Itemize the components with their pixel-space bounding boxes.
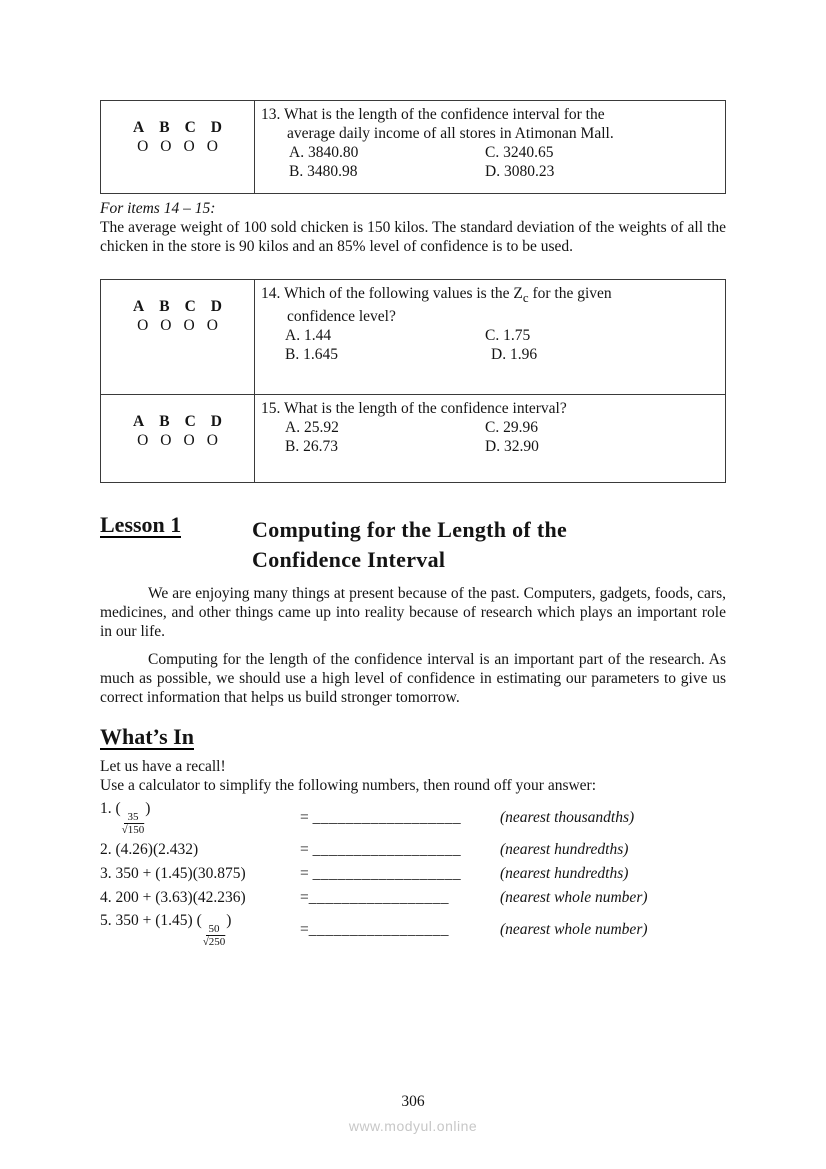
radical-icon: √ [121, 824, 128, 837]
lesson-paragraph-2: Computing for the length of the confidence interval is an important part of the research. As much as possible, we should use a high level of confidence in estimating our parameters to give us correct information that helps us build stronger tomorrow. [100, 651, 726, 707]
answer-bubbles-cell-14 [101, 280, 255, 395]
option-13-b: B. 3480.98 [289, 163, 358, 180]
question-15-options-row2 [261, 437, 719, 456]
question-14-zc-subscript: c [522, 290, 529, 306]
equals-sign: = [300, 841, 309, 859]
radicand: 250 [208, 936, 226, 949]
answer-letter-c: C [184, 413, 196, 431]
question-15-options-row1 [261, 418, 719, 437]
question-15-line1: 15. What is the length of the confidence interval? [261, 400, 567, 418]
answer-bubble-d: O [206, 432, 218, 450]
question-14-cell [255, 280, 726, 395]
exercise-item-4 [100, 887, 726, 908]
option-15-d: D. 32.90 [485, 438, 539, 456]
answer-letter-a: A [133, 119, 145, 136]
exercise-2-expression: 2. (4.26)(2.432) [100, 841, 199, 859]
option-13-c: C. 3240.65 [485, 144, 554, 161]
answer-bubbles [101, 316, 254, 335]
table-row [101, 395, 726, 483]
exercise-1-rounding-note: (nearest thousandths) [500, 809, 635, 827]
exercise-3-answer-area [300, 864, 500, 883]
lesson-label: Lesson 1 [100, 512, 182, 538]
exercise-item-5 [100, 911, 726, 948]
passage-items-14-15 [100, 199, 726, 256]
answer-bubble-b: O [160, 138, 172, 155]
lesson-title [252, 515, 567, 575]
table-row [101, 280, 726, 395]
lesson-heading [100, 512, 726, 575]
exercise-2-answer-area [300, 840, 500, 859]
option-15-c: C. 29.96 [485, 419, 538, 437]
option-13-d: D. 3080.23 [485, 163, 555, 180]
answer-bubble-b: O [160, 317, 172, 334]
exercise-1-expression [100, 799, 300, 836]
equals-sign: = [300, 921, 309, 939]
whats-in-heading-wrap [100, 724, 726, 750]
fraction-numerator: 35 [124, 811, 141, 824]
answer-bubble-a: O [137, 432, 149, 450]
radicand: 150 [127, 824, 145, 837]
answer-blank: _________________ [308, 889, 449, 907]
answer-blank: __________________ [312, 841, 462, 859]
exercise-item-2 [100, 839, 726, 860]
option-14-d: D. 1.96 [491, 346, 538, 364]
answer-letter-b: B [159, 119, 170, 136]
question-15-cell [255, 395, 726, 483]
option-14-a: A. 1.44 [285, 327, 332, 345]
answer-blank: __________________ [312, 865, 462, 883]
fraction-numerator: 50 [206, 923, 223, 936]
question-14-line1 [261, 284, 719, 307]
exercise-3-expression: 3. 350 + (1.45)(30.875) [100, 865, 246, 883]
answer-bubble-a: O [137, 138, 149, 155]
answer-bubble-d: O [206, 317, 218, 334]
option-15-b: B. 26.73 [285, 438, 338, 456]
exercise-list [100, 799, 726, 948]
answer-letter-a: A [133, 413, 145, 431]
exercise-1-answer-area [300, 808, 500, 827]
fraction-denominator [203, 936, 226, 948]
exercise-1-suffix: ) [145, 800, 151, 818]
question-table-14-15 [100, 279, 726, 483]
answer-letters [101, 297, 254, 316]
whats-in-intro-2: Use a calculator to simplify the following numbers, then round off your answer: [100, 777, 597, 795]
exercise-4-expression: 4. 200 + (3.63)(42.236) [100, 889, 246, 907]
fraction [203, 923, 226, 948]
option-15-a: A. 25.92 [285, 419, 339, 437]
answer-letter-b: B [159, 298, 170, 315]
question-table-13 [100, 100, 726, 194]
answer-letters [101, 118, 254, 137]
answer-letter-b: B [159, 413, 170, 431]
table-row [101, 101, 726, 194]
answer-bubble-b: O [160, 432, 172, 450]
exercise-5-expression [100, 911, 300, 948]
page-number: 306 [401, 1093, 425, 1110]
fraction-denominator [122, 824, 145, 836]
exercise-5-prefix: 5. 350 + (1.45) ( [100, 912, 202, 930]
page-content [100, 100, 726, 951]
answer-letter-a: A [133, 298, 145, 315]
passage-text: The average weight of 100 sold chicken is 150 kilos. The standard deviation of the weights of all the chicken in the store is 90 kilos and an 85% level of confidence is to be used. [100, 219, 726, 255]
question-13-options-row1 [261, 143, 719, 162]
lesson-paragraph-1: We are enjoying many things at present because of the past. Computers, gadgets, foods, cars, medicines, and other things came up into reality because of research which plays an important role in our life. [100, 585, 726, 641]
answer-bubbles [101, 137, 254, 156]
question-14-line1-pre: 14. Which of the following values is the Z [261, 285, 523, 302]
lesson-title-line1: Computing for the Length of the [252, 517, 568, 543]
answer-letter-d: D [210, 298, 222, 315]
question-14-options-row1 [261, 326, 719, 345]
equals-sign: = [300, 809, 309, 827]
equals-sign: = [300, 865, 309, 883]
answer-bubble-d: O [206, 138, 218, 155]
option-14-c: C. 1.75 [485, 327, 531, 345]
answer-blank: __________________ [312, 809, 462, 827]
answer-letter-c: C [184, 298, 196, 315]
answer-letter-d: D [210, 119, 222, 136]
question-14-options-row2 [261, 345, 719, 364]
answer-bubbles [101, 431, 254, 450]
passage-intro: For items 14 – 15: [100, 200, 216, 217]
watermark: www.modyul.online [348, 1118, 478, 1134]
answer-blank: _________________ [308, 921, 449, 939]
exercise-4-answer-area [300, 888, 500, 907]
equals-sign: = [300, 889, 309, 907]
exercise-5-answer-area [300, 920, 500, 939]
answer-letter-d: D [210, 413, 222, 431]
answer-letters [101, 412, 254, 431]
option-13-a: A. 3840.80 [289, 144, 359, 161]
option-14-b: B. 1.645 [285, 346, 338, 364]
answer-bubble-c: O [183, 432, 195, 450]
answer-bubble-c: O [183, 317, 195, 334]
question-13-line2: average daily income of all stores in Atimonan Mall. [287, 125, 614, 142]
exercise-item-3 [100, 863, 726, 884]
exercise-4-rounding-note: (nearest whole number) [500, 889, 648, 907]
exercise-item-1 [100, 799, 726, 836]
exercise-3-rounding-note: (nearest hundredths) [500, 865, 629, 883]
exercise-2-rounding-note: (nearest hundredths) [500, 841, 629, 859]
fraction [122, 811, 145, 836]
question-13-options-row2 [261, 162, 719, 181]
answer-bubbles-cell-13 [101, 101, 255, 194]
exercise-5-rounding-note: (nearest whole number) [500, 921, 648, 939]
lesson-label-wrap [100, 512, 252, 575]
answer-bubble-c: O [183, 138, 195, 155]
lesson-title-line2: Confidence Interval [252, 547, 446, 573]
question-14-line1-post: for the given [528, 285, 612, 302]
question-14-line2: confidence level? [287, 308, 396, 326]
question-13-line1: 13. What is the length of the confidence interval for the [261, 106, 605, 123]
answer-letter-c: C [184, 119, 196, 136]
answer-bubbles-cell-15 [101, 395, 255, 483]
whats-in-heading: What’s In [100, 724, 194, 750]
exercise-5-suffix: ) [226, 912, 232, 930]
whats-in-intro-1: Let us have a recall! [100, 758, 226, 776]
answer-bubble-a: O [137, 317, 149, 334]
radical-icon: √ [202, 936, 209, 949]
question-13-cell [255, 101, 726, 194]
exercise-1-prefix: 1. ( [100, 800, 121, 818]
